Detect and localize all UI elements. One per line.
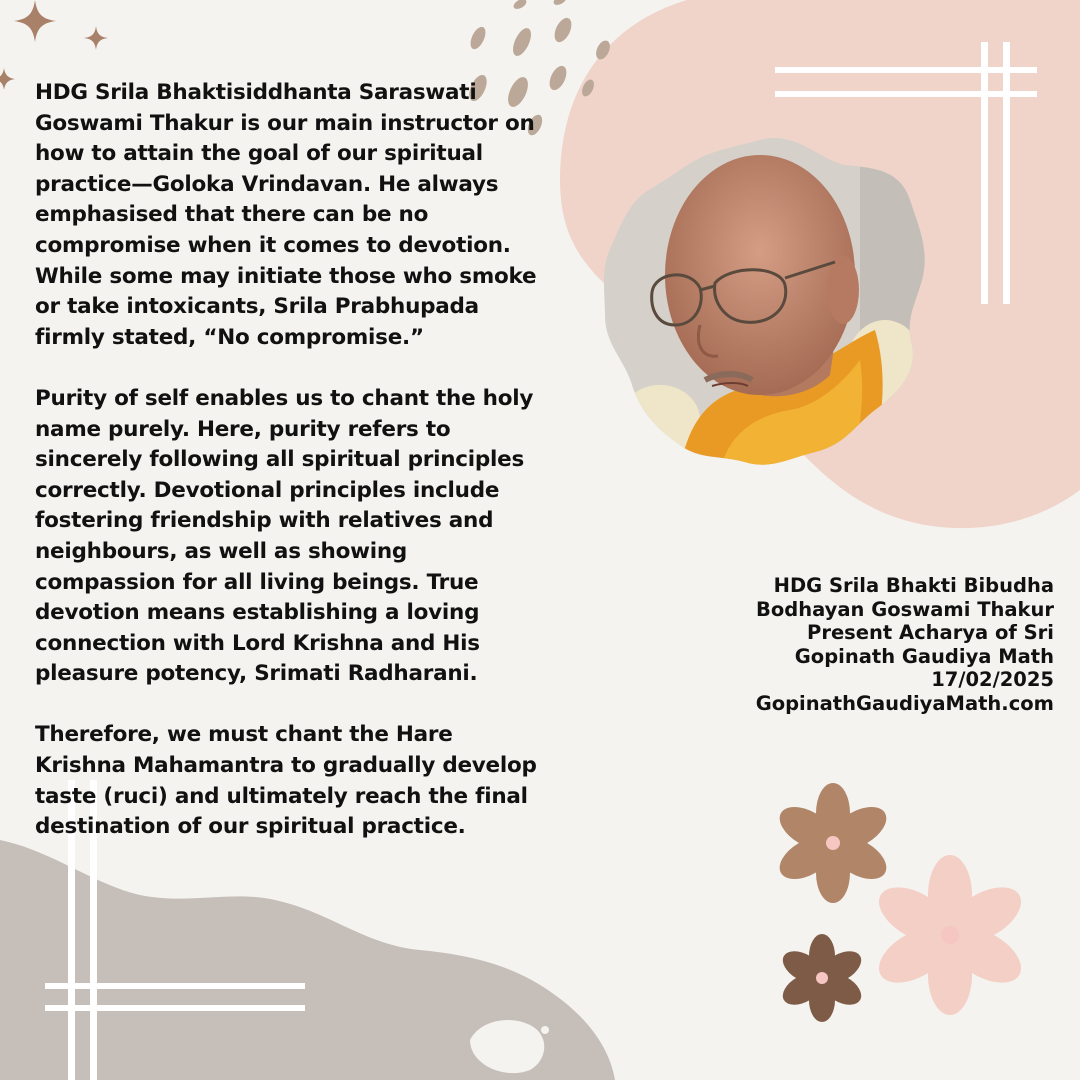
- article-paragraph: Purity of self enables us to chant the holy name purely. Here, purity refers to sincerely following all spiritual principles correctly. Devotional principles include fostering friendship with relatives and neighbours, as well as showing compassion for all living beings. True devotion means establishing a loving connection with Lord Krishna and His pleasure potency, Srimati Radharani.: [35, 385, 534, 687]
- author-title-line-2: Gopinath Gaudiya Math: [794, 644, 1054, 668]
- flower-icon: [773, 783, 894, 903]
- grey-blob-dot: [541, 1026, 549, 1034]
- flower-icon: [777, 934, 866, 1022]
- date-text: 17/02/2025: [931, 668, 1054, 692]
- author-title-line-1: Present Acharya of Sri: [807, 621, 1054, 645]
- grey-blob-dot: [514, 1044, 526, 1056]
- author-name-line-2: Bodhayan Goswami Thakur: [756, 597, 1054, 621]
- author-credit: [714, 574, 1054, 716]
- article-text: [35, 78, 550, 873]
- sparkle-icon: [14, 0, 56, 42]
- author-name-line-1: HDG Srila Bhakti Bibudha: [773, 574, 1054, 597]
- sparkle-icon: [0, 68, 15, 90]
- flower-icon: [870, 855, 1031, 1015]
- sparkle-icon: [84, 26, 108, 50]
- article-paragraph: Therefore, we must chant the Hare Krishna Mahamantra to gradually develop taste (ruci) and ultimately reach the final destination of our spiritual practice.: [35, 722, 537, 840]
- article-paragraph: HDG Srila Bhaktisiddhanta Saraswati Goswami Thakur is our main instructor on how to attain the goal of our spiritual practice—Goloka Vrindavan. He always emphasised that there can be no compromise when it comes to devotion. While some may initiate those who smoke or take intoxicants, Srila Prabhupada firmly stated, “No compromise.”: [35, 80, 537, 350]
- website-text: GopinathGaudiyaMath.com: [755, 691, 1054, 715]
